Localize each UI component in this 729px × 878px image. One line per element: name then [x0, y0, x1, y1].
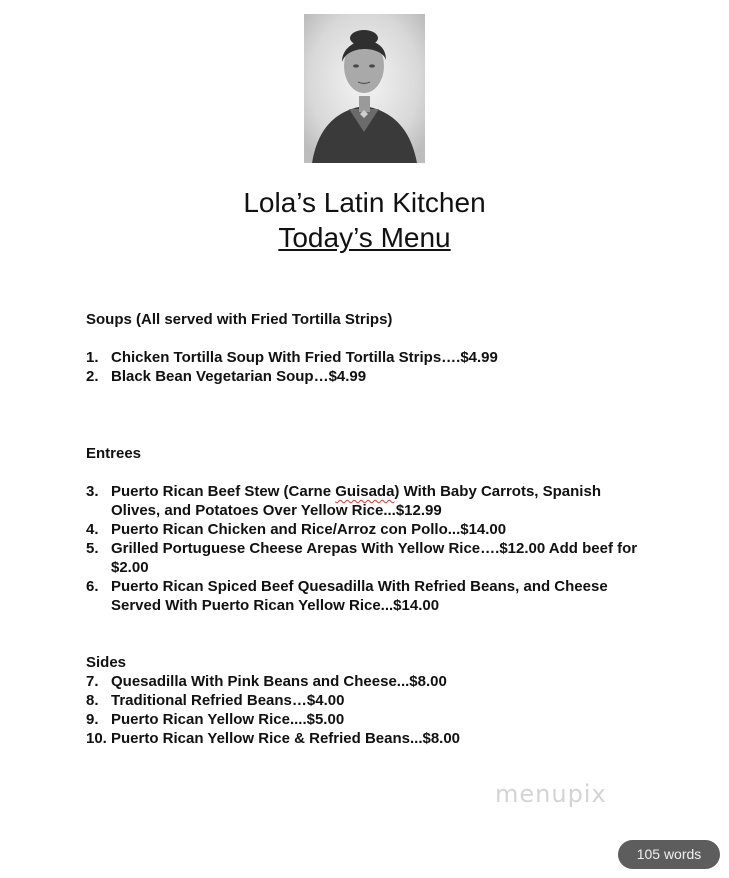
item-number: 2. — [86, 368, 99, 385]
menu-item-3 — [86, 482, 646, 520]
menu-item-10 — [86, 729, 646, 748]
item-number: 1. — [86, 349, 99, 366]
item-number: 6. — [86, 578, 99, 595]
restaurant-name: Lola’s Latin Kitchen — [243, 187, 486, 218]
item-text-part: ) With Baby Carrots, Spanish Olives, and Potatoes Over Yellow Rice...$12.99 — [111, 483, 601, 519]
item-number: 8. — [86, 692, 99, 709]
menupix-watermark: menupix — [495, 780, 607, 808]
menu-item-4 — [86, 520, 646, 539]
sides-heading: Sides — [86, 654, 127, 671]
item-number: 5. — [86, 540, 99, 557]
item-text: Puerto Rican Yellow Rice....$5.00 — [111, 711, 345, 728]
portrait-photo — [304, 14, 425, 163]
item-text: Puerto Rican Spiced Beef Quesadilla With Refried Beans, and Cheese Served With Puerto Rican Yellow Rice...$14.00 — [111, 578, 608, 614]
word-count-badge[interactable]: 105 words — [618, 840, 720, 869]
entrees-heading: Entrees — [86, 445, 142, 462]
spellcheck-word: Guisada — [335, 483, 395, 500]
menu-item-5 — [86, 539, 646, 577]
item-text: Chicken Tortilla Soup With Fried Tortilla Strips….$4.99 — [111, 349, 498, 366]
item-number: 7. — [86, 673, 99, 690]
soups-heading: Soups (All served with Fried Tortilla Strips) — [86, 311, 393, 328]
item-text: Quesadilla With Pink Beans and Cheese...$8.00 — [111, 673, 447, 690]
item-text-part: Puerto Rican Beef Stew (Carne — [111, 483, 336, 500]
menu-item-1 — [86, 348, 646, 367]
item-text — [111, 482, 646, 520]
item-text: Grilled Portuguese Cheese Arepas With Yellow Rice….$12.00 Add beef for $2.00 — [111, 540, 638, 576]
portrait-illustration — [304, 14, 425, 163]
item-text: Puerto Rican Chicken and Rice/Arroz con Pollo...$14.00 — [111, 521, 507, 538]
menu-item-7 — [86, 672, 646, 691]
menu-title: Today’s Menu — [278, 222, 451, 253]
item-number: 9. — [86, 711, 99, 728]
menu-item-9 — [86, 710, 646, 729]
item-text: Traditional Refried Beans…$4.00 — [111, 692, 345, 709]
item-text: Puerto Rican Yellow Rice & Refried Beans...$8.00 — [111, 730, 461, 747]
menu-item-6 — [86, 577, 646, 615]
menu-item-2 — [86, 367, 646, 386]
item-number: 4. — [86, 521, 99, 538]
item-text: Black Bean Vegetarian Soup…$4.99 — [111, 368, 367, 385]
item-number: 3. — [86, 483, 99, 500]
menu-item-8 — [86, 691, 646, 710]
item-number: 10. — [86, 730, 107, 747]
